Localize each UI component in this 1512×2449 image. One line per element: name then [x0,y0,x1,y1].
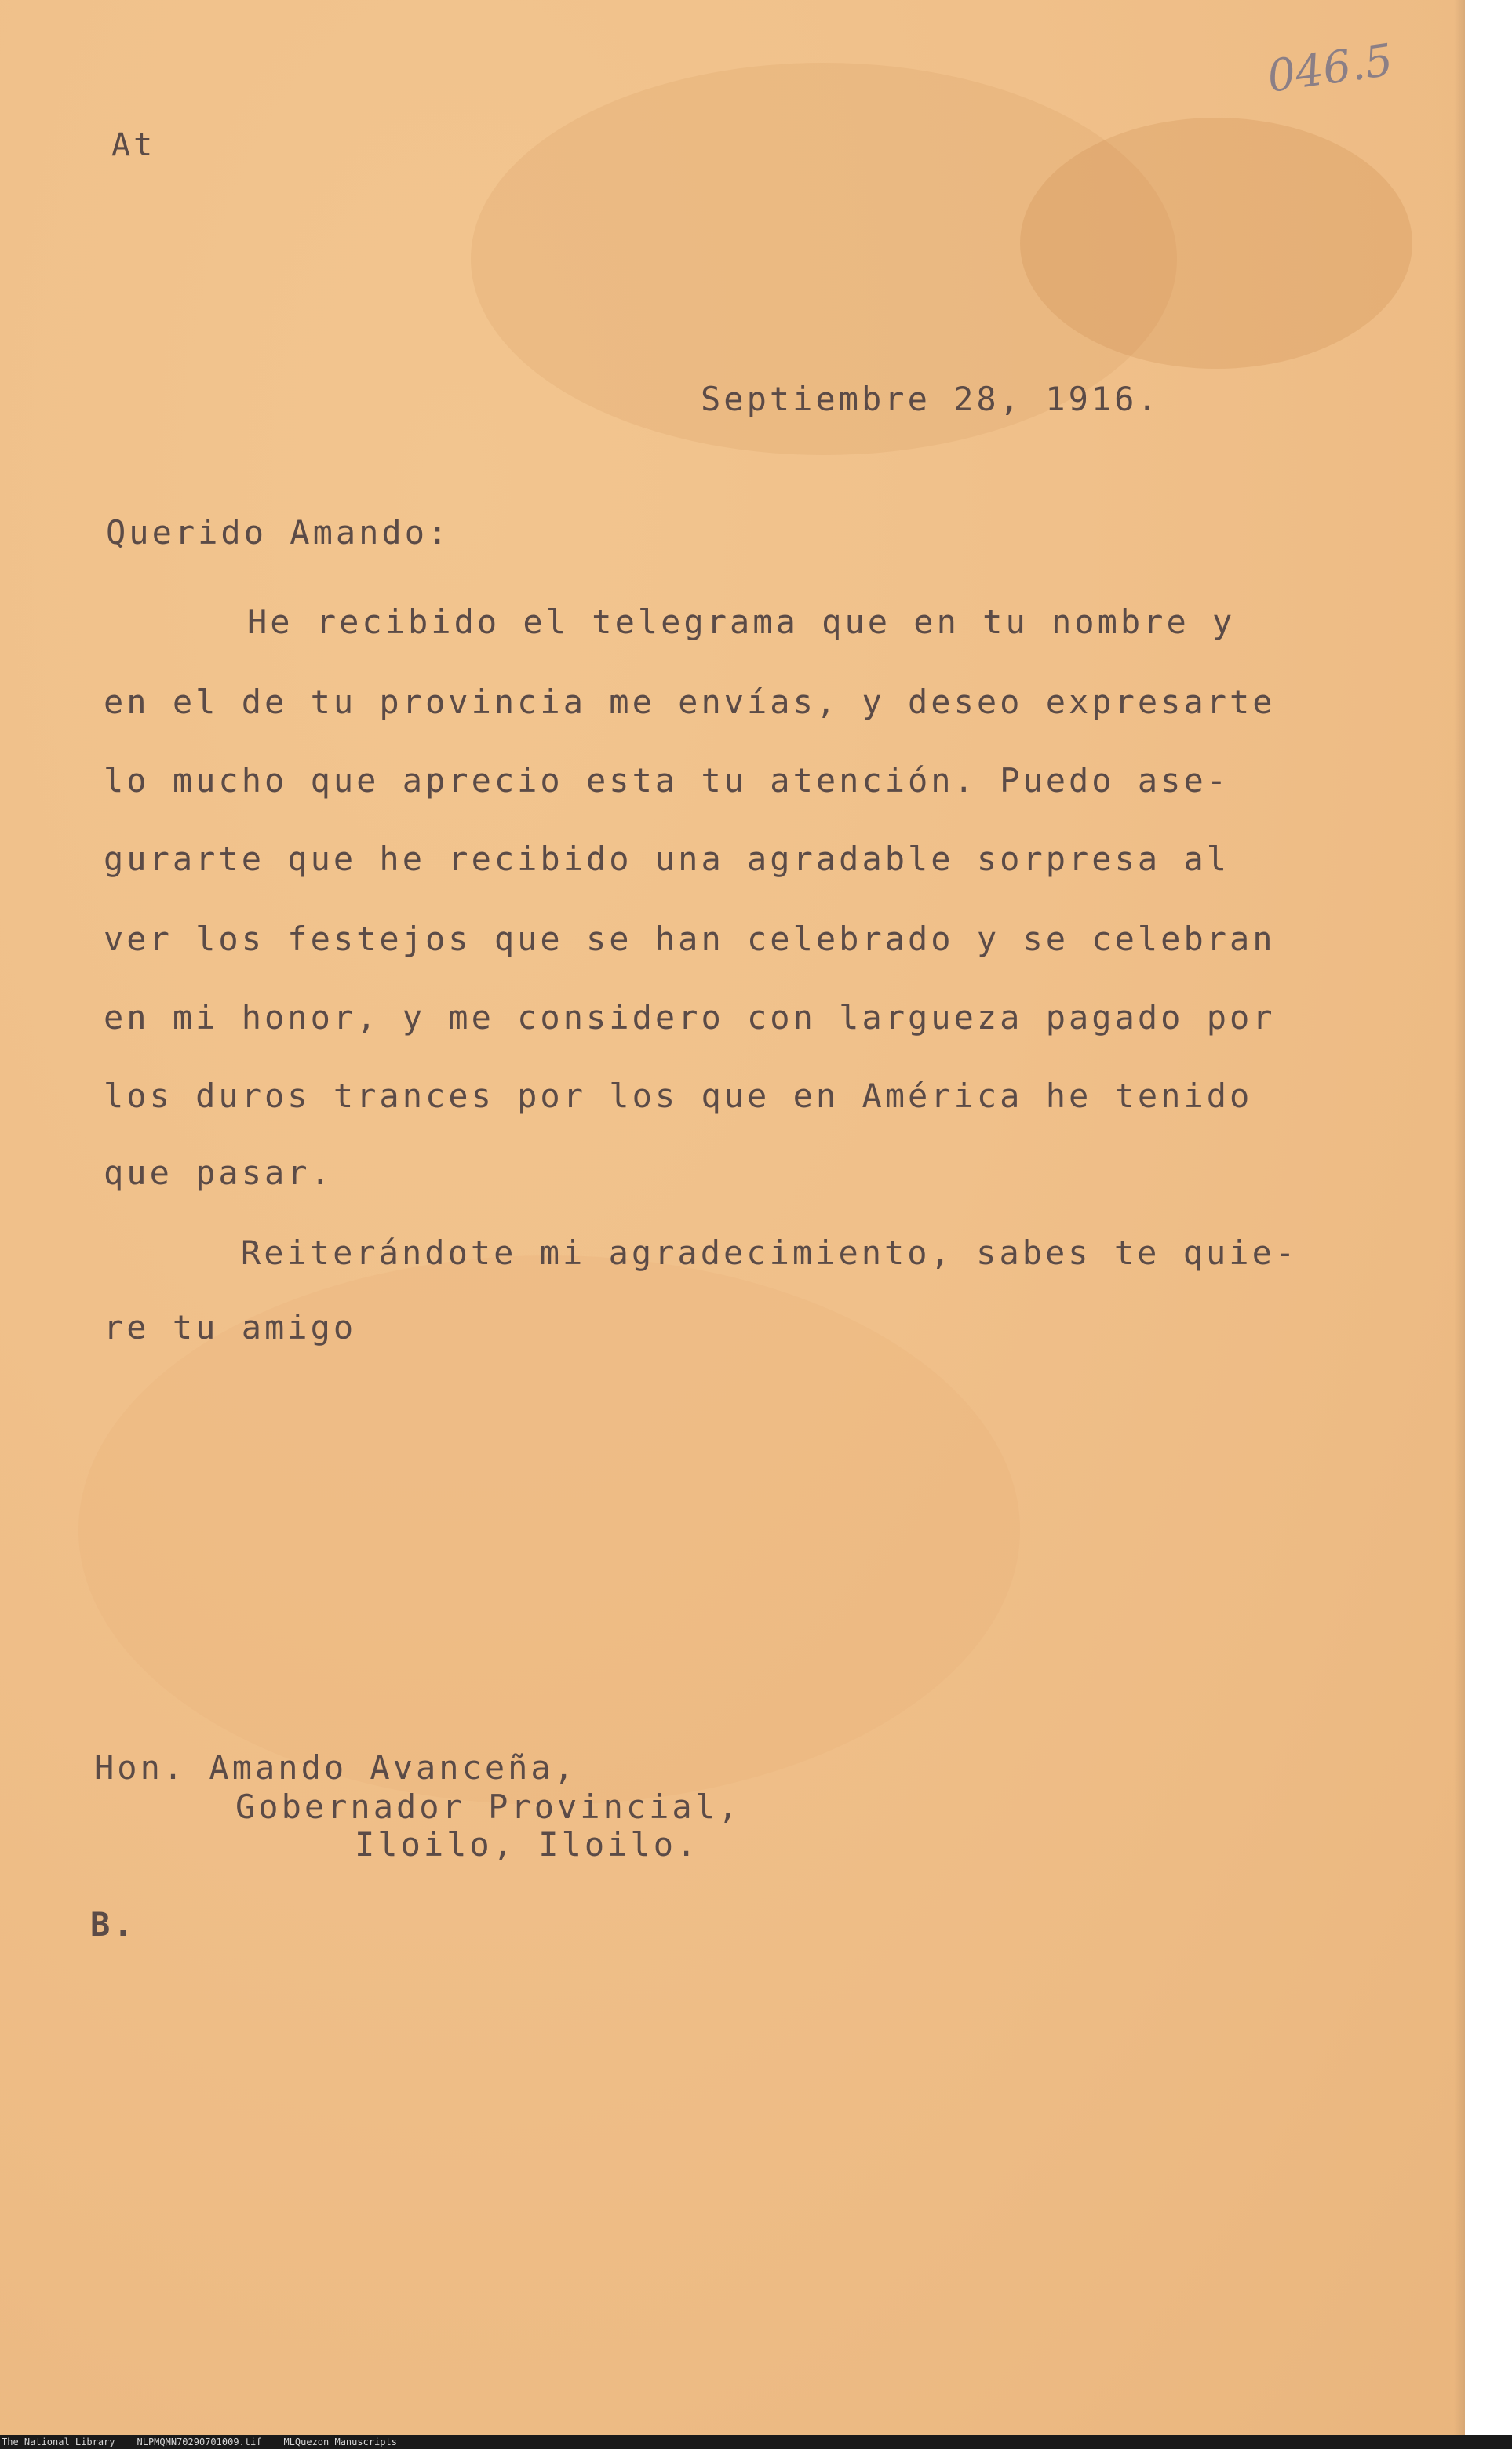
handwritten-note: 046.5 [1264,35,1397,103]
body-line: que pasar. [104,1153,333,1192]
paper-edge-shadow [1454,0,1465,2435]
scan-footer [0,2435,1512,2449]
body-line: en el de tu provincia me envías, y deseo expresarte [104,683,1276,721]
closing-line: re tu amigo [104,1308,357,1347]
addressee-title: Gobernador Provincial, [235,1788,741,1826]
footer-filename: NLPMQMN70290701009.tif [137,2436,262,2447]
scan-margin [1465,0,1512,2435]
footer-library: The National Library [2,2436,115,2447]
paper-stain [1020,118,1412,369]
letter-date: Septiembre 28, 1916. [701,380,1160,418]
body-line: en mi honor, y me considero con largueza pagado por [104,998,1276,1037]
salutation: Querido Amando: [106,513,451,552]
corner-initials: At [111,127,156,163]
body-line: He recibido el telegrama que en tu nombre y [247,603,1236,641]
body-line: ver los festejos que se han celebrado y se celebran [104,920,1276,958]
addressee-location: Iloilo, Iloilo. [355,1825,700,1864]
body-line: los duros trances por los que en América he tenido [104,1077,1253,1115]
typist-initial: B. [90,1905,137,1944]
footer-collection: MLQuezon Manuscripts [283,2436,397,2447]
body-line: gurarte que he recibido una agradable sorpresa al [104,840,1230,878]
body-line: lo mucho que aprecio esta tu atención. Puedo ase- [104,761,1230,800]
addressee-name: Hon. Amando Avanceña, [94,1748,577,1787]
body-line: Reiterándote mi agradecimiento, sabes te quie- [241,1234,1299,1272]
